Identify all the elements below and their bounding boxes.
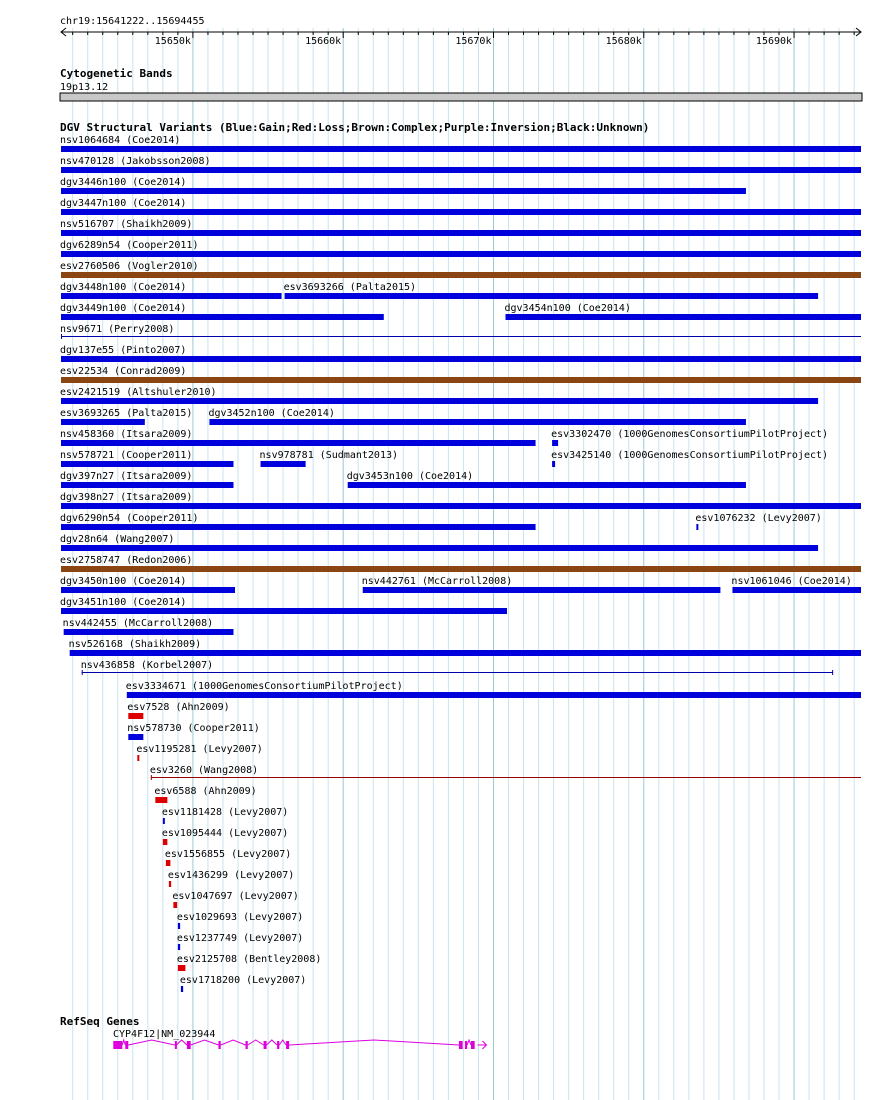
dgv-feature-bar	[61, 608, 507, 614]
dgv-feature-bar	[169, 881, 171, 887]
ruler-tick-label: 15660k	[305, 36, 342, 47]
dgv-feature[interactable]	[60, 387, 818, 404]
dgv-feature-bar	[61, 356, 861, 362]
gene-exon	[125, 1041, 128, 1049]
dgv-feature[interactable]	[60, 492, 861, 509]
dgv-feature-bar	[61, 503, 861, 509]
dgv-feature-bar	[178, 944, 180, 950]
dgv-feature-bar	[173, 902, 177, 908]
dgv-feature-bar	[128, 713, 143, 719]
dgv-feature[interactable]	[505, 303, 861, 320]
dgv-feature-bar	[181, 986, 183, 992]
dgv-feature[interactable]	[551, 429, 828, 446]
dgv-feature-label: nsv442455 (McCarroll2008)	[62, 618, 214, 629]
dgv-feature-bar	[209, 419, 746, 425]
gene-exon	[113, 1041, 122, 1049]
dgv-feature[interactable]	[60, 135, 861, 152]
dgv-feature-bar	[363, 587, 721, 593]
dgv-feature-label: nsv516707 (Shaikh2009)	[60, 219, 193, 230]
dgv-feature-label: nsv578730 (Cooper2011)	[127, 723, 260, 734]
dgv-feature-label: esv1095444 (Levy2007)	[161, 828, 289, 839]
dgv-feature[interactable]	[165, 849, 291, 866]
dgv-feature-label: esv22534 (Conrad2009)	[60, 366, 187, 377]
dgv-feature-bar	[696, 524, 698, 530]
dgv-feature[interactable]	[162, 828, 288, 845]
dgv-feature-label: nsv458360 (Itsara2009)	[60, 429, 193, 440]
dgv-feature-bar	[178, 923, 180, 929]
dgv-feature-bar	[506, 314, 861, 320]
gene-model[interactable]	[113, 1040, 486, 1049]
gene-exon	[465, 1041, 467, 1049]
dgv-features	[60, 135, 861, 992]
cytoband-track	[60, 67, 862, 101]
gene-exon	[264, 1041, 267, 1049]
dgv-feature-bar	[61, 314, 384, 320]
dgv-feature-label: dgv3451n100 (Coe2014)	[60, 597, 187, 608]
dgv-feature-label: dgv3452n100 (Coe2014)	[208, 408, 335, 419]
dgv-feature-label: dgv3454n100 (Coe2014)	[504, 303, 631, 314]
dgv-feature-label: esv1436299 (Levy2007)	[167, 870, 295, 881]
ruler-tick-label: 15650k	[154, 36, 191, 47]
dgv-feature-label: nsv442761 (McCarroll2008)	[361, 576, 513, 587]
dgv-feature[interactable]	[60, 198, 861, 215]
dgv-feature-label: dgv398n27 (Itsara2009)	[60, 492, 193, 503]
dgv-feature-bar	[348, 482, 746, 488]
gene-exon	[277, 1041, 279, 1049]
dgv-feature-label: dgv3453n100 (Coe2014)	[346, 471, 474, 482]
gene-label: CYP4F12|NM_023944	[113, 1029, 216, 1040]
dgv-feature-bar	[61, 188, 746, 194]
dgv-feature-label: esv1556855 (Levy2007)	[164, 849, 292, 860]
dgv-feature-label: esv1076232 (Levy2007)	[695, 513, 822, 524]
dgv-feature[interactable]	[177, 933, 303, 950]
dgv-feature-bar	[61, 251, 861, 257]
dgv-feature[interactable]	[172, 891, 298, 908]
dgv-feature-label: esv3302470 (1000GenomesConsortiumPilotProject)	[551, 429, 829, 440]
dgv-feature-label: dgv3447n100 (Coe2014)	[60, 198, 187, 209]
gene-exon	[175, 1041, 177, 1049]
dgv-feature-bar	[155, 797, 167, 803]
dgv-feature[interactable]	[695, 513, 821, 530]
dgv-feature-label: esv2758747 (Redon2006)	[60, 555, 193, 566]
dgv-feature-label: esv2421519 (Altshuler2010)	[60, 387, 217, 398]
dgv-feature-bar	[61, 587, 235, 593]
dgv-feature[interactable]	[60, 240, 861, 257]
dgv-feature-label: nsv436858 (Korbel2007)	[80, 660, 214, 671]
gene-exon	[246, 1041, 248, 1049]
dgv-feature[interactable]	[260, 450, 398, 467]
dgv-feature[interactable]	[60, 219, 861, 236]
dgv-feature[interactable]	[551, 450, 828, 467]
dgv-feature[interactable]	[168, 870, 294, 887]
refseq-track-title: RefSeq Genes	[60, 1015, 140, 1028]
dgv-feature[interactable]	[162, 807, 288, 824]
dgv-feature[interactable]	[150, 765, 861, 780]
dgv-track-title: DGV Structural Variants (Blue:Gain;Red:Loss;Brown:Complex;Purple:Inversion;Black:Unknown)	[60, 121, 650, 134]
dgv-feature[interactable]	[180, 975, 306, 992]
dgv-feature-label: esv3693266 (Palta2015)	[283, 282, 417, 293]
dgv-feature-bar	[178, 965, 186, 971]
dgv-feature-bar	[61, 566, 861, 572]
dgv-feature[interactable]	[60, 261, 861, 278]
dgv-feature[interactable]	[60, 534, 818, 551]
gene-exon	[218, 1041, 220, 1049]
dgv-feature[interactable]	[60, 303, 384, 320]
dgv-feature-label: esv7528 (Ahn2009)	[127, 702, 230, 713]
gene-exon	[286, 1041, 289, 1049]
dgv-feature-bar	[61, 293, 282, 299]
dgv-feature-bar	[61, 230, 861, 236]
dgv-feature-label: nsv1061046 (Coe2014)	[731, 576, 852, 587]
dgv-feature-label: nsv1064684 (Coe2014)	[60, 135, 181, 146]
refseq-track	[60, 1015, 486, 1049]
dgv-feature[interactable]	[60, 576, 235, 593]
dgv-feature-label: dgv3450n100 (Coe2014)	[60, 576, 187, 587]
dgv-feature-bar	[64, 629, 234, 635]
dgv-feature-bar	[163, 818, 165, 824]
ruler-ticks	[73, 32, 854, 47]
dgv-feature[interactable]	[177, 912, 303, 929]
dgv-feature-bar	[61, 209, 861, 215]
dgv-feature-label: esv1718200 (Levy2007)	[179, 975, 307, 986]
dgv-feature-label: dgv28n64 (Wang2007)	[60, 534, 175, 545]
dgv-feature[interactable]	[60, 156, 861, 173]
dgv-feature-label: dgv137e55 (Pinto2007)	[60, 345, 187, 356]
dgv-feature-bar	[61, 398, 818, 404]
ruler	[60, 16, 861, 47]
dgv-feature-label: nsv578721 (Cooper2011)	[60, 450, 193, 461]
dgv-feature-bar	[552, 461, 555, 467]
dgv-feature[interactable]	[127, 723, 259, 740]
ruler-tick-label: 15670k	[455, 36, 492, 47]
dgv-feature-bar	[61, 524, 536, 530]
dgv-feature-bar	[61, 482, 233, 488]
dgv-feature[interactable]	[60, 324, 861, 339]
dgv-feature[interactable]	[208, 408, 746, 425]
dgv-feature[interactable]	[81, 660, 833, 675]
dgv-feature-label: nsv526168 (Shaikh2009)	[68, 639, 202, 650]
dgv-feature-label: esv1047697 (Levy2007)	[172, 891, 299, 902]
dgv-feature-label: esv1237749 (Levy2007)	[176, 933, 304, 944]
dgv-feature-label: esv1029693 (Levy2007)	[176, 912, 304, 923]
dgv-feature-label: dgv3448n100 (Coe2014)	[60, 282, 187, 293]
dgv-feature[interactable]	[177, 954, 322, 971]
dgv-feature[interactable]	[127, 702, 229, 719]
dgv-feature-bar	[732, 587, 861, 593]
dgv-feature-bar	[163, 839, 168, 845]
dgv-feature-label: esv2760506 (Vogler2010)	[60, 261, 199, 272]
dgv-feature-label: dgv6289n54 (Cooper2011)	[60, 240, 199, 251]
dgv-feature-bar	[552, 440, 558, 446]
ruler-tick-label: 15680k	[605, 36, 642, 47]
dgv-feature-bar	[61, 440, 536, 446]
gene-exon	[471, 1041, 475, 1049]
dgv-feature[interactable]	[136, 744, 262, 761]
cytoband-bar[interactable]	[60, 93, 862, 101]
dgv-feature-label: esv6588 (Ahn2009)	[154, 786, 257, 797]
dgv-feature-bar	[128, 734, 143, 740]
dgv-feature[interactable]	[60, 366, 861, 383]
gene-exon	[187, 1041, 191, 1049]
dgv-feature-bar	[61, 461, 233, 467]
dgv-feature-bar	[137, 755, 139, 761]
dgv-feature-label: esv3425140 (1000GenomesConsortiumPilotProject)	[551, 450, 829, 461]
dgv-feature-label: esv3693265 (Palta2015)	[60, 408, 193, 419]
dgv-feature-label: dgv397n27 (Itsara2009)	[60, 471, 193, 482]
dgv-feature-label: esv2125708 (Bentley2008)	[176, 954, 322, 965]
dgv-feature[interactable]	[69, 639, 861, 656]
dgv-feature[interactable]	[284, 282, 819, 299]
dgv-feature-bar	[61, 272, 861, 278]
dgv-feature-bar	[61, 545, 818, 551]
dgv-feature[interactable]	[60, 408, 192, 425]
dgv-feature[interactable]	[731, 576, 861, 593]
dgv-feature[interactable]	[362, 576, 721, 593]
dgv-feature-bar	[127, 692, 861, 698]
cytoband-track-title: Cytogenetic Bands	[60, 67, 173, 80]
ruler-tick-label: 15690k	[755, 36, 793, 47]
dgv-feature[interactable]	[154, 786, 256, 803]
dgv-feature-label: dgv6290n54 (Cooper2011)	[60, 513, 199, 524]
gene-exon	[459, 1041, 463, 1049]
cytoband-label: 19p13.12	[60, 82, 109, 93]
dgv-feature-bar	[61, 167, 861, 173]
dgv-feature-bar	[285, 293, 819, 299]
dgv-feature[interactable]	[60, 555, 861, 572]
dgv-feature[interactable]	[63, 618, 234, 635]
dgv-track	[60, 121, 861, 992]
dgv-feature-bar	[166, 860, 171, 866]
dgv-feature-bar	[61, 146, 861, 152]
dgv-feature[interactable]	[347, 471, 746, 488]
dgv-feature[interactable]	[60, 282, 282, 299]
dgv-feature-bar	[70, 650, 861, 656]
dgv-feature-label: dgv3449n100 (Coe2014)	[60, 303, 187, 314]
dgv-feature-label: nsv9671 (Perry2008)	[60, 324, 175, 335]
dgv-feature-label: esv1181428 (Levy2007)	[161, 807, 289, 818]
dgv-feature-label: esv3334671 (1000GenomesConsortiumPilotProject)	[125, 681, 403, 692]
dgv-feature-bar	[61, 377, 861, 383]
dgv-feature[interactable]	[60, 345, 861, 362]
dgv-feature-label: nsv978781 (Sudmant2013)	[259, 450, 399, 461]
dgv-feature-bar	[61, 419, 145, 425]
dgv-feature-label: esv1195281 (Levy2007)	[136, 744, 263, 755]
dgv-feature-bar	[261, 461, 306, 467]
dgv-feature-label: nsv470128 (Jakobsson2008)	[60, 156, 211, 167]
dgv-feature-label: esv3260 (Wang2008)	[149, 765, 259, 776]
region-label: chr19:15641222..15694455	[60, 16, 205, 27]
dgv-feature-label: dgv3446n100 (Coe2014)	[60, 177, 187, 188]
